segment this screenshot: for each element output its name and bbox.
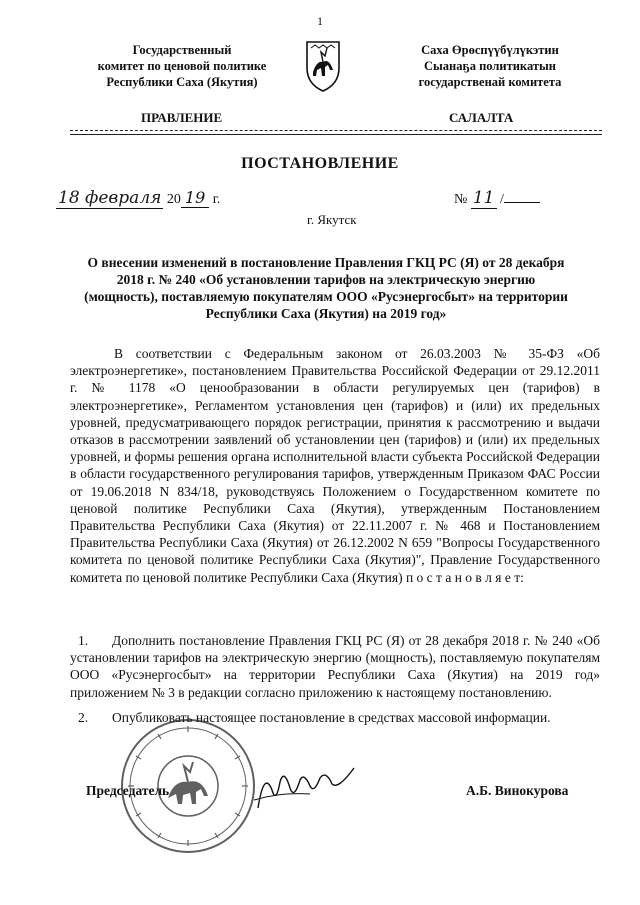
date-day-month: 18 февраля (58, 188, 162, 208)
document-number (454, 188, 540, 208)
left-organization (82, 42, 282, 90)
document-subject: О внесении изменений в постановление Правления ГКЦ РС (Я) от 28 декабря 2018 г. № 240 «Об установлении тарифов на электрическую энергию (мощность), поставляемую покупателям ООО «Русэнергосбыт» на территории Республики Саха (Якутия) на 2019 год» (84, 255, 568, 321)
preamble-text: В соответствии с Федеральным законом от 26.03.2003 № 35-ФЗ «Об электроэнергетике», постановлением Правительства Российской Федерации от 29.12.2011 г. № 1178 «О ценообразовании в области регулируемых цен (тарифов) в электроэнергетике», Регламентом установления цен (тарифов) и (или) их предельных уровней, предусматривающего порядок регистрации, принятия к рассмотрению и выдачи отказов в рассмотрении заявлений об установлении цен (тарифов) и (или) их предельных уровней, и формы решения органа исполнительной власти субъекта Российской Федерации в области государственного регулирования тарифов, утвержденным Приказом ФАС России от 19.06.2018 N 834/18, руководствуясь Положением о Государственном комитете по ценовой политике Республики Саха (Якутия), утвержденным Постановлением Правительства Республики Саха (Якутия) от 22.11.2007 г. № 468 и Постановлением Правительства Республики Саха (Якутия) от 26.12.2002 N 659 "Вопросы Государственного комитета по ценовой политике Республики Саха (Якутия)", Правление Государственного комитета по ценовой политике Республики Саха (Якутия) п о с т а н о в л я е т: (70, 346, 600, 585)
right-org-line: государственай комитета (418, 75, 562, 89)
date-year-suffix: 19 (181, 188, 209, 208)
left-org-line: Республики Саха (Якутия) (106, 75, 258, 89)
date-suffix: г. (212, 192, 221, 207)
number-prefix: № (454, 192, 468, 207)
signature-icon (250, 760, 360, 815)
left-org-line: Государственный (132, 43, 232, 57)
item-number: 1. (78, 633, 89, 648)
emblem-icon (303, 34, 343, 94)
item-number: 2. (78, 709, 89, 725)
left-subheading: ПРАВЛЕНИЕ (141, 110, 223, 125)
list-item (70, 632, 600, 701)
right-subheading: САЛАЛТА (449, 110, 514, 125)
item-text: Дополнить постановление Правления ГКЦ РС (Я) от 28 декабря 2018 г. № 240 «Об установлении тарифов на электрическую энергию (мощность), поставляемую покупателям ООО «Русэнергосбыт» на территории Республики Саха (Якутия) на 2019 год» приложением № 3 в редакции согласно приложению к настоящему постановлению. (70, 633, 600, 700)
left-org-line: комитет по ценовой политике (97, 59, 267, 73)
item-text: Опубликовать настоящее постановление в средствах массовой информации. (112, 709, 551, 725)
city: г. Якутск (307, 212, 357, 227)
date-year-prefix: 20 (166, 192, 181, 207)
signer-name: А.Б. Винокурова (466, 783, 569, 798)
signature-role: Председатель (86, 783, 170, 798)
number-slash: / (500, 192, 504, 207)
header-divider (70, 130, 602, 135)
number-blank (504, 190, 540, 203)
right-org-line: Сыанаҕа политикатын (424, 59, 556, 73)
document-date (56, 188, 220, 208)
page-number: 1 (317, 14, 323, 28)
document-title: ПОСТАНОВЛЕНИЕ (241, 155, 399, 172)
number-value: 11 (472, 188, 495, 208)
right-org-line: Саха Өрөспүүбүлүкэтин (421, 43, 559, 57)
right-organization (385, 42, 595, 90)
